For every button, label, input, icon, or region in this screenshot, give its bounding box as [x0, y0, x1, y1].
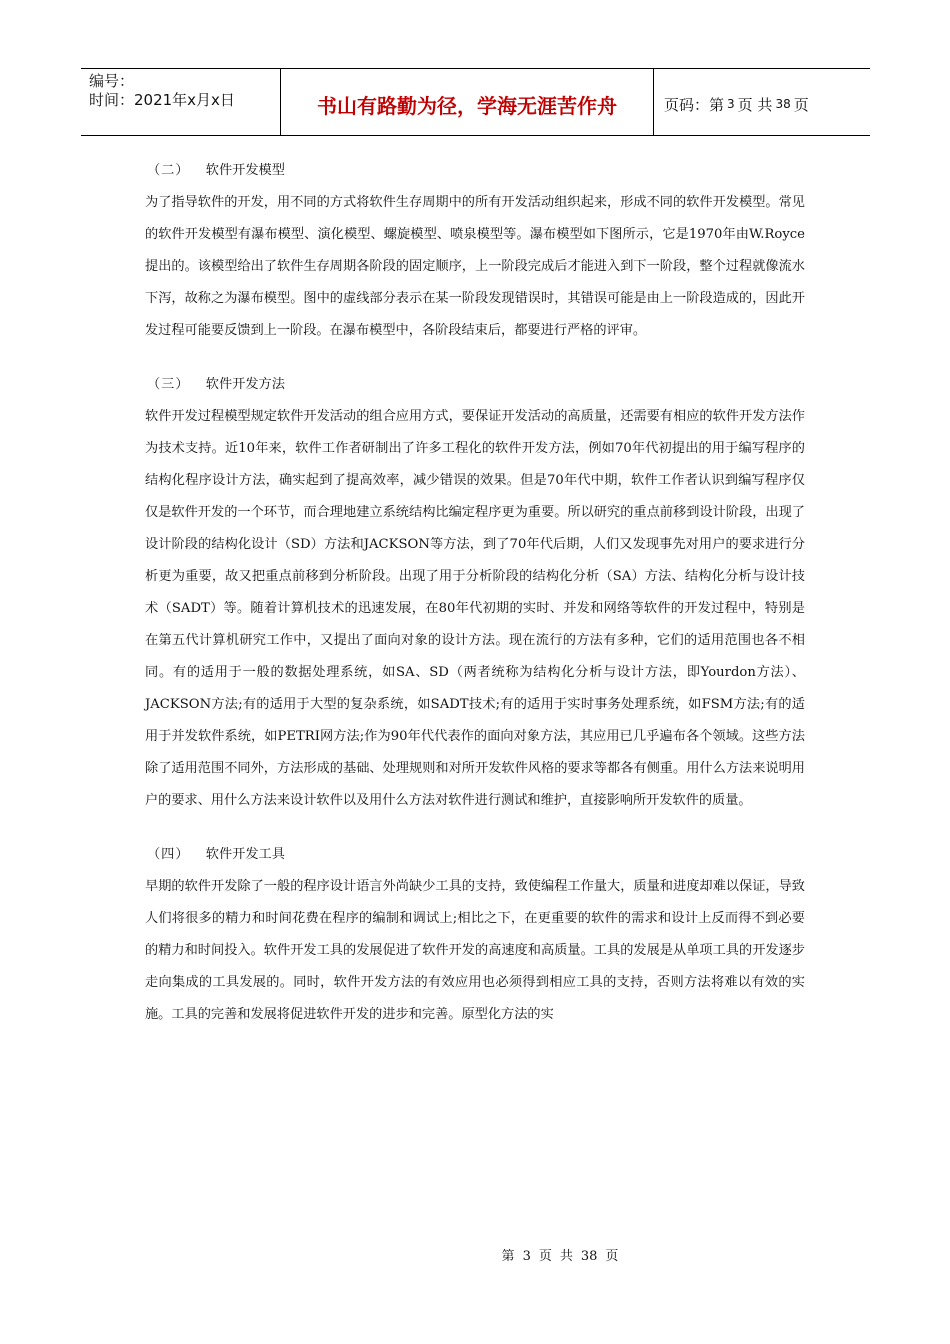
section-number: （二） [147, 163, 190, 178]
page-suffix: 页 [793, 95, 809, 114]
page-footer [0, 1245, 950, 1264]
section-heading [145, 369, 805, 401]
footer-current-page: 3 [522, 1249, 531, 1264]
page-current: 3 [727, 97, 735, 111]
serial-label: 编号： [89, 72, 135, 90]
page-mid: 页 共 [737, 95, 773, 114]
section-paragraph: 为了指导软件的开发，用不同的方式将软件生存周期中的所有开发活动组织起来，形成不同的软件开发模型。常见的软件开发模型有瀑布模型、演化模型、螺旋模型、喷泉模型等。瀑布模型如下图所示，它是1970年由W.Royce提出的。该模型给出了软件生存周期各阶段的固定顺序，上一阶段完成后才能进入到下一阶段，整个过程就像流水下泻，故称之为瀑布模型。图中的虚线部分表示在某一阶段发现错误时，其错误可能是由上一阶段造成的，因此开发过程可能要反馈到上一阶段。在瀑布模型中，各阶段结束后，都要进行严格的评审。 [145, 195, 805, 338]
section-title: 软件开发模型 [205, 163, 285, 178]
section-title: 软件开发工具 [205, 847, 285, 862]
section-paragraph: 软件开发过程模型规定软件开发活动的组合应用方式，要保证开发活动的高质量，还需要有相应的软件开发方法作为技术支持。近10年来，软件工作者研制出了许多工程化的软件开发方法，例如70年代初提出的用于编写程序的结构化程序设计方法，确实起到了提高效率，减少错误的效果。但是70年代中期，软件工作者认识到编写程序仅仅是软件开发的一个环节，而合理地建立系统结构比编定程序更为重要。所以研究的重点前移到设计阶段，出现了设计阶段的结构化设计（SD）方法和JACKSON等方法，到了70年代后期，人们又发现事先对用户的要求进行分析更为重要，故又把重点前移到分析阶段。出现了用于分析阶段的结构化分析（SA）方法、结构化分析与设计技术（SADT）等。随着计算机技术的迅速发展，在80年代初期的实时、并发和网络等软件的开发过程中，特别是在第五代计算机研究工作中，又提出了面向对象的设计方法。现在流行的方法有多种，它们的适用范围也各不相同。有的适用于一般的数据处理系统，如SA、SD（两者统称为结构化分析与设计方法，即Yourdon方法）、JACKSON方法;有的适用于大型的复杂系统，如SADT技术;有的适用于实时事务处理系统，如FSM方法;有的适用于并发软件系统，如PETRI网方法;作为90年代代表作的面向对象方法，其应用已几乎遍布各个领域。这些方法除了适用范围不同外，方法形成的基础、处理规则和对所开发软件风格的要求等都各有侧重。用什么方法来说明用户的要求、用什么方法来设计软件以及用什么方法对软件进行测试和维护，直接影响所开发软件的质量。 [145, 409, 805, 808]
footer-word: 共 [559, 1249, 573, 1264]
section-number: （三） [147, 377, 190, 392]
footer-word: 第 [501, 1249, 515, 1264]
date-label: 时间：2021年x月x日 [89, 91, 235, 109]
header-meta [81, 69, 281, 135]
page-total: 38 [775, 97, 791, 111]
document-body [145, 155, 805, 1031]
section-heading [145, 839, 805, 871]
header-page-info [654, 69, 870, 135]
page-header [81, 68, 870, 136]
section-title: 软件开发方法 [205, 377, 285, 392]
header-motto: 书山有路勤为径，学海无涯苦作舟 [281, 69, 654, 135]
section-number: （四） [147, 847, 190, 862]
footer-total-pages: 38 [580, 1249, 598, 1264]
footer-word: 页 [538, 1249, 552, 1264]
footer-word: 页 [605, 1249, 619, 1264]
section-heading [145, 155, 805, 187]
page-prefix: 页码：第 [664, 95, 725, 114]
section-paragraph: 早期的软件开发除了一般的程序设计语言外尚缺少工具的支持，致使编程工作量大，质量和进度却难以保证，导致人们将很多的精力和时间花费在程序的编制和调试上;相比之下，在更重要的软件的需求和设计上反而得不到必要的精力和时间投入。软件开发工具的发展促进了软件开发的高速度和高质量。工具的发展是从单项工具的开发逐步走向集成的工具发展的。同时，软件开发方法的有效应用也必须得到相应工具的支持，否则方法将难以有效的实施。工具的完善和发展将促进软件开发的进步和完善。原型化方法的实 [145, 879, 805, 1022]
